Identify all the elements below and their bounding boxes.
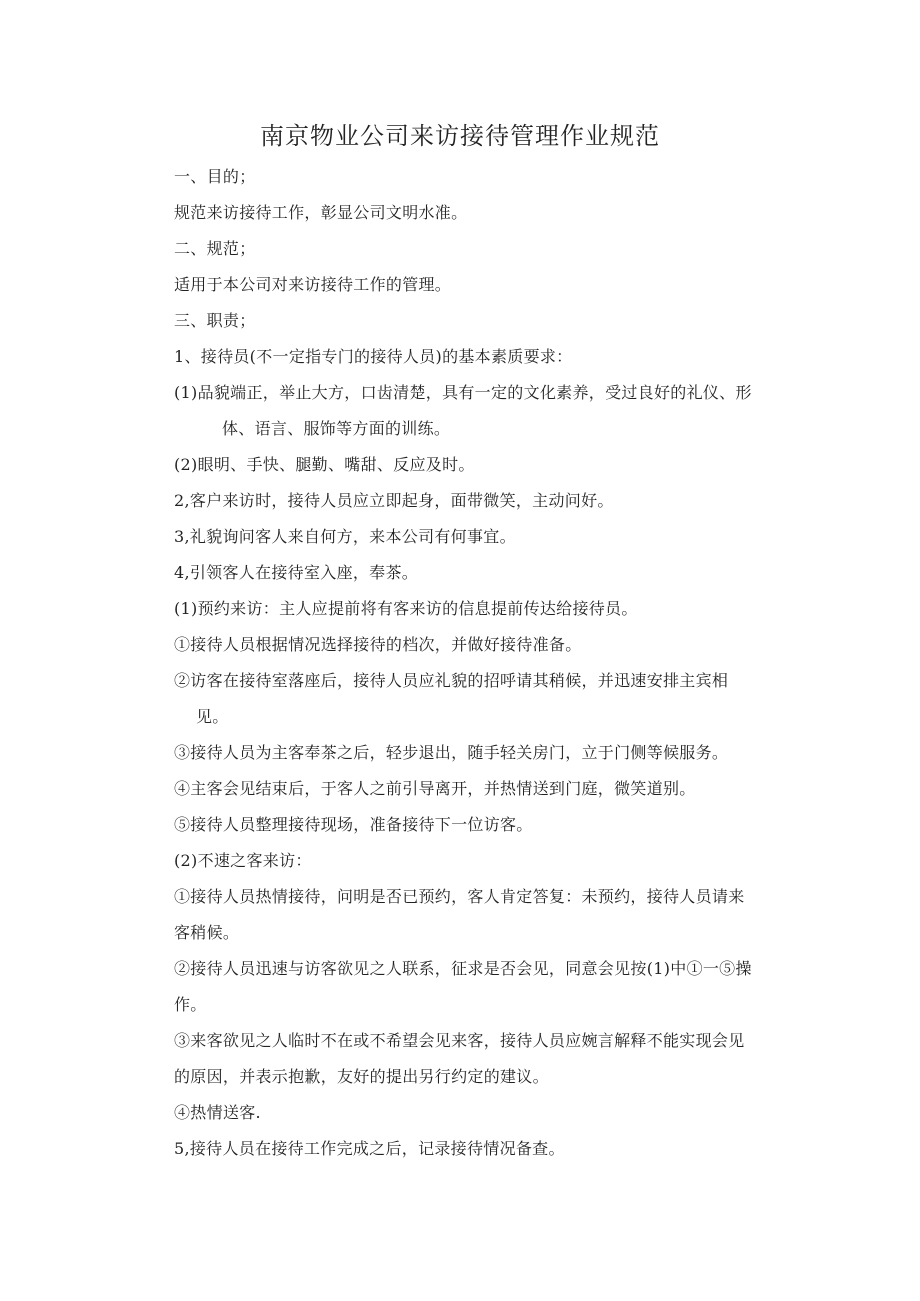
paragraph-line: 2,客户来访时，接待人员应立即起身，面带微笑，主动问好。 bbox=[174, 491, 614, 510]
paragraph-line: ③来客欲见之人临时不在或不希望会见来客，接待人员应婉言解释不能实现会见 bbox=[174, 1031, 745, 1050]
paragraph-line: ①接待人员根据情况选择接待的档次，并做好接待准备。 bbox=[174, 635, 582, 654]
paragraph-line: 5,接待人员在接待工作完成之后，记录接待情况备查。 bbox=[174, 1139, 565, 1158]
paragraph-line: 二、规范； bbox=[174, 239, 256, 258]
paragraph-line: (1)预约来访：主人应提前将有客来访的信息提前传达给接待员。 bbox=[174, 599, 638, 618]
paragraph-line: ②访客在接待室落座后，接待人员应礼貌的招呼请其稍候，并迅速安排主宾相 bbox=[174, 671, 729, 690]
paragraph-line: ④热情送客. bbox=[174, 1103, 261, 1122]
paragraph-line: ④主客会见结束后，于客人之前引导离开，并热情送到门庭，微笑道别。 bbox=[174, 779, 696, 798]
paragraph-line: ⑤接待人员整理接待现场，准备接待下一位访客。 bbox=[174, 815, 533, 834]
paragraph-line: 客稍候。 bbox=[174, 923, 240, 942]
document-title: 南京物业公司来访接待管理作业规范 bbox=[260, 122, 660, 150]
paragraph-line: 适用于本公司对来访接待工作的管理。 bbox=[174, 275, 452, 294]
paragraph-line: 的原因，并表示抱歉，友好的提出另行约定的建议。 bbox=[174, 1067, 549, 1086]
paragraph-line: 3,礼貌询问客人来自何方，来本公司有何事宜。 bbox=[174, 527, 516, 546]
paragraph-line: 三、职责； bbox=[174, 311, 256, 330]
paragraph-line: ③接待人员为主客奉茶之后，轻步退出，随手轻关房门，立于门侧等候服务。 bbox=[174, 743, 729, 762]
paragraph-line: ①接待人员热情接待，问明是否已预约，客人肯定答复：未预约，接待人员请来 bbox=[174, 887, 745, 906]
paragraph-line: 见。 bbox=[196, 707, 229, 726]
paragraph-line: 1、接待员(不一定指专门的接待人员)的基本素质要求： bbox=[174, 347, 573, 366]
paragraph-line: 作。 bbox=[174, 995, 207, 1014]
paragraph-line: 4,引领客人在接待室入座，奉茶。 bbox=[174, 563, 419, 582]
paragraph-line: (2)眼明、手快、腿勤、嘴甜、反应及时。 bbox=[174, 455, 475, 474]
paragraph-line: (2)不速之客来访： bbox=[174, 851, 312, 870]
document-body bbox=[174, 159, 794, 1167]
paragraph-line: 一、目的； bbox=[174, 167, 256, 186]
paragraph-line: ②接待人员迅速与访客欲见之人联系，征求是否会见，同意会见按(1)中①一⑤操 bbox=[174, 959, 752, 978]
paragraph-line: 体、语言、服饰等方面的训练。 bbox=[222, 419, 451, 438]
paragraph-line: 规范来访接待工作，彰显公司文明水准。 bbox=[174, 203, 468, 222]
paragraph-line: (1)品貌端正，举止大方，口齿清楚，具有一定的文化素养，受过良好的礼仪、形 bbox=[174, 383, 752, 402]
